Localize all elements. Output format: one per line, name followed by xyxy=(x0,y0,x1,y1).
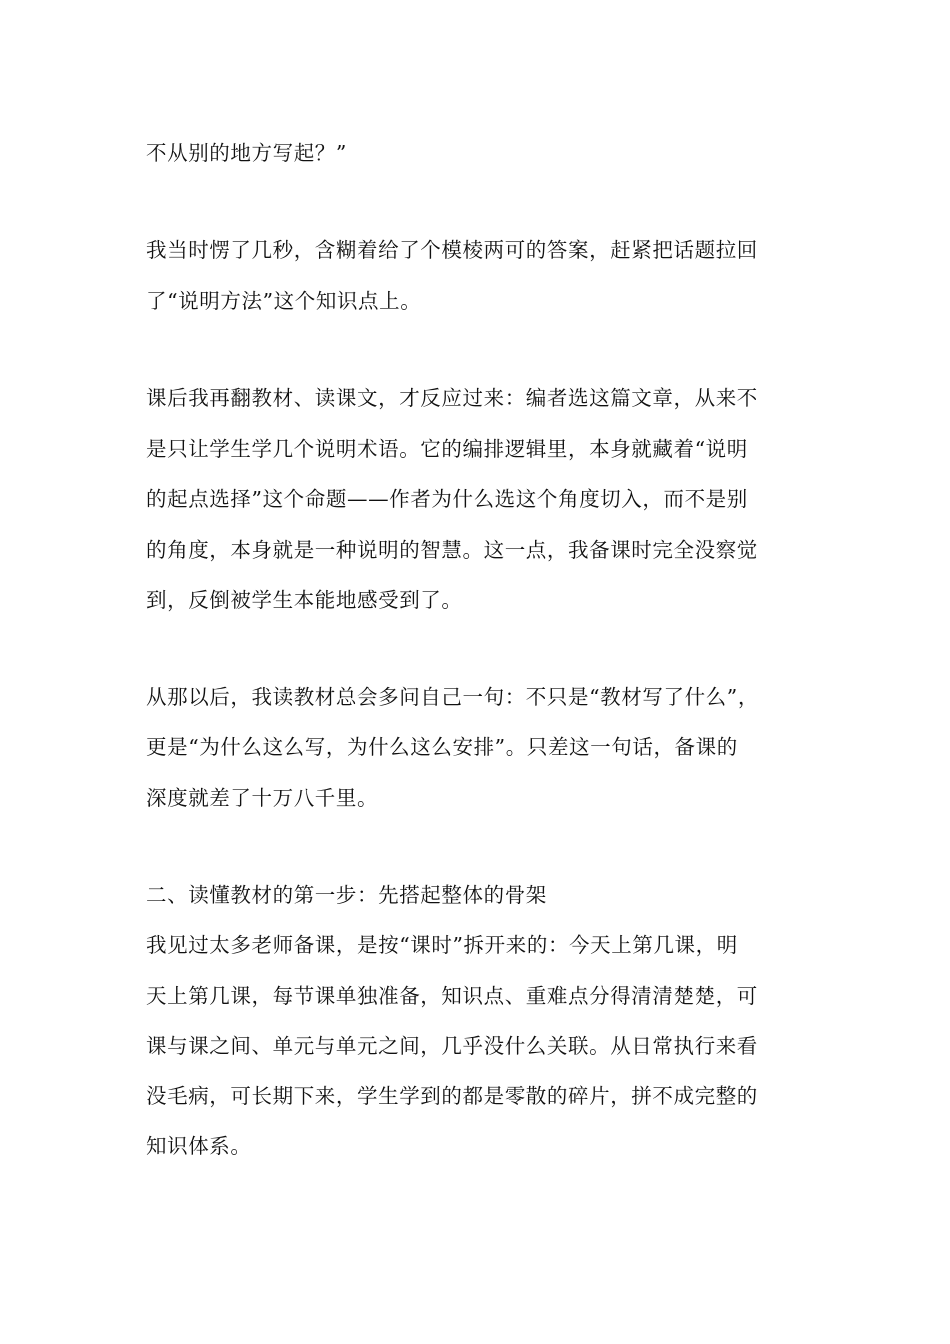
paragraph-3-line-2: 是只让学生学几个说明术语。它的编排逻辑里，本身就藏着“说明 xyxy=(146,437,748,461)
paragraph-6-line-2: 天上第几课，每节课单独准备，知识点、重难点分得清清楚楚，可 xyxy=(146,984,758,1008)
paragraph-4-line-2: 更是“为什么这么写，为什么这么安排”。只差这一句话，备课的 xyxy=(146,735,738,759)
section-heading: 二、读懂教材的第一步：先搭起整体的骨架 xyxy=(146,883,547,907)
paragraph-1-line-1: 不从别的地方写起？” xyxy=(146,141,347,165)
paragraph-3-line-3: 的起点选择”这个命题——作者为什么选这个角度切入，而不是别 xyxy=(146,487,748,511)
paragraph-3-line-5: 到，反倒被学生本能地感受到了。 xyxy=(146,588,463,612)
paragraph-2-line-1: 我当时愣了几秒，含糊着给了个模棱两可的答案，赶紧把话题拉回 xyxy=(146,238,758,262)
paragraph-6-line-4: 没毛病，可长期下来，学生学到的都是零散的碎片，拼不成完整的 xyxy=(146,1084,758,1108)
paragraph-4-line-3: 深度就差了十万八千里。 xyxy=(146,786,379,810)
paragraph-6-line-3: 课与课之间、单元与单元之间，几乎没什么关联。从日常执行来看 xyxy=(146,1034,758,1058)
paragraph-4-line-1: 从那以后，我读教材总会多问自己一句：不只是“教材写了什么”， xyxy=(146,685,759,709)
paragraph-2-line-2: 了“说明方法”这个知识点上。 xyxy=(146,289,422,313)
paragraph-3-line-4: 的角度，本身就是一种说明的智慧。这一点，我备课时完全没察觉 xyxy=(146,538,758,562)
paragraph-6-line-1: 我见过太多老师备课，是按“课时”拆开来的：今天上第几课，明 xyxy=(146,933,738,957)
paragraph-3-line-1: 课后我再翻教材、读课文，才反应过来：编者选这篇文章，从来不 xyxy=(146,386,758,410)
paragraph-6-line-5: 知识体系。 xyxy=(146,1134,252,1158)
